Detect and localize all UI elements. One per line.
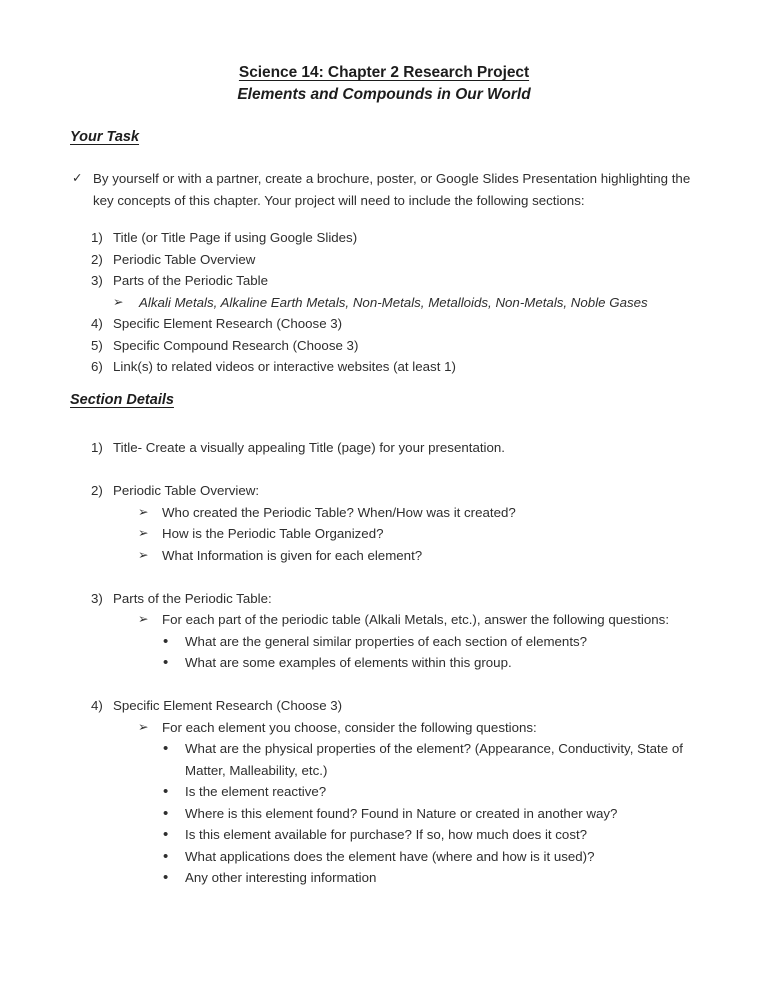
dot-bullet-icon: • [163, 869, 169, 886]
section-details-group [91, 588, 703, 674]
list-item-number: 6) [91, 359, 103, 374]
list-subitem [138, 545, 703, 567]
section-details-group [91, 480, 703, 566]
list-item [91, 695, 703, 717]
list-subsubitem-label: Where is this element found? Found in Nature or created in another way? [185, 805, 618, 821]
list-subsubitem [163, 738, 703, 781]
list-item-label: Link(s) to related videos or interactive websites (at least 1) [113, 359, 456, 374]
list-item-label: Title (or Title Page if using Google Slides) [113, 230, 358, 245]
list-subitem-label: How is the Periodic Table Organized? [162, 526, 384, 541]
list-item-number: 3) [91, 590, 103, 606]
task-intro-text: By yourself or with a partner, create a brochure, poster, or Google Slides Presentation highlighting the key concepts of this chapter. Your project will need to include the following sections: [93, 171, 691, 208]
dot-bullet-icon: • [163, 632, 169, 650]
list-subsubitem-label: What are some examples of elements within this group. [185, 655, 512, 670]
dot-bullet-icon: • [163, 804, 169, 822]
list-item [91, 480, 703, 502]
list-item-label: Specific Element Research (Choose 3) [113, 698, 343, 713]
list-item-label: Periodic Table Overview [113, 251, 256, 267]
list-subsubitem [163, 631, 703, 653]
task-intro-item [70, 168, 702, 211]
arrow-bullet-icon: ➢ [138, 612, 149, 626]
dot-bullet-icon: • [163, 847, 169, 865]
list-item-label: Specific Compound Research (Choose 3) [113, 337, 359, 353]
list-item-label: Periodic Table Overview: [113, 483, 260, 498]
list-subsubitem-label: Is the element reactive? [185, 784, 327, 799]
list-item-label: Parts of the Periodic Table: [113, 590, 272, 606]
list-subsubitem-label: Any other interesting information [185, 870, 377, 885]
list-item-number: 5) [91, 337, 103, 353]
list-subsubitem-label: What are the physical properties of the element? (Appearance, Conductivity, State of Matter, Malleability, etc.) [185, 741, 683, 778]
list-item-label: Title- Create a visually appealing Title (page) for your presentation. [113, 440, 505, 455]
list-subitem-label: For each element you choose, consider the following questions: [162, 719, 537, 735]
list-item [91, 249, 701, 271]
list-subsubitem [163, 803, 703, 825]
arrow-bullet-icon: ➢ [138, 547, 149, 562]
list-item [91, 227, 701, 249]
page-title: Science 14: Chapter 2 Research Project [238, 64, 530, 81]
document-header [0, 62, 768, 106]
list-item-number: 3) [91, 273, 103, 288]
list-item-number: 1) [91, 230, 103, 245]
list-item [91, 356, 701, 378]
arrow-bullet-icon: ➢ [138, 526, 149, 540]
dot-bullet-icon: • [163, 654, 169, 671]
list-item [91, 335, 701, 357]
list-subsubitem [163, 846, 703, 868]
list-item [91, 437, 703, 459]
dot-bullet-icon: • [163, 740, 169, 757]
list-subsubitem [163, 652, 703, 674]
list-item-number: 4) [91, 316, 103, 331]
list-subitem [138, 502, 703, 524]
list-subitem-label: Alkali Metals, Alkaline Earth Metals, Non-Metals, Metalloids, Non-Metals, Noble Gases [139, 294, 648, 310]
list-subitem [113, 292, 701, 314]
section-details-group [91, 437, 703, 459]
check-icon: ✓ [72, 171, 83, 185]
list-subitem-label: Who created the Periodic Table? When/How was it created? [162, 504, 516, 520]
arrow-bullet-icon: ➢ [113, 294, 124, 309]
list-item [91, 588, 703, 610]
arrow-bullet-icon: ➢ [138, 719, 149, 734]
list-item-number: 2) [91, 483, 103, 498]
section-details-group [91, 695, 703, 889]
list-subitem [138, 609, 703, 631]
list-item-number: 1) [91, 440, 103, 455]
list-subsubitem [163, 867, 703, 889]
list-subitem-label: For each part of the periodic table (Alkali Metals, etc.), answer the following questions: [162, 612, 670, 627]
list-subsubitem [163, 824, 703, 846]
list-item-label: Specific Element Research (Choose 3) [113, 316, 343, 331]
list-item-label: Parts of the Periodic Table [113, 273, 268, 288]
list-item [91, 313, 701, 335]
section-details-list [91, 437, 703, 889]
list-subitem [138, 717, 703, 739]
dot-bullet-icon: • [163, 783, 169, 800]
list-item [91, 270, 701, 292]
section-heading-your-task: Your Task [70, 129, 140, 145]
list-subsubitem-label: Is this element available for purchase? If so, how much does it cost? [185, 827, 588, 842]
section-heading-section-details: Section Details [70, 392, 174, 408]
list-subsubitem-label: What applications does the element have (where and how is it used)? [185, 848, 595, 864]
list-subsubitem-label: What are the general similar properties of each section of elements? [185, 633, 588, 649]
dot-bullet-icon: • [163, 826, 169, 843]
list-subitem-label: What Information is given for each element? [162, 547, 423, 563]
task-section-list [91, 227, 701, 378]
list-subsubitem [163, 781, 703, 803]
list-item-number: 2) [91, 251, 103, 267]
page-subtitle: Elements and Compounds in Our World [237, 86, 531, 103]
list-subitem [138, 523, 703, 545]
list-item-number: 4) [91, 698, 103, 713]
arrow-bullet-icon: ➢ [138, 504, 149, 519]
